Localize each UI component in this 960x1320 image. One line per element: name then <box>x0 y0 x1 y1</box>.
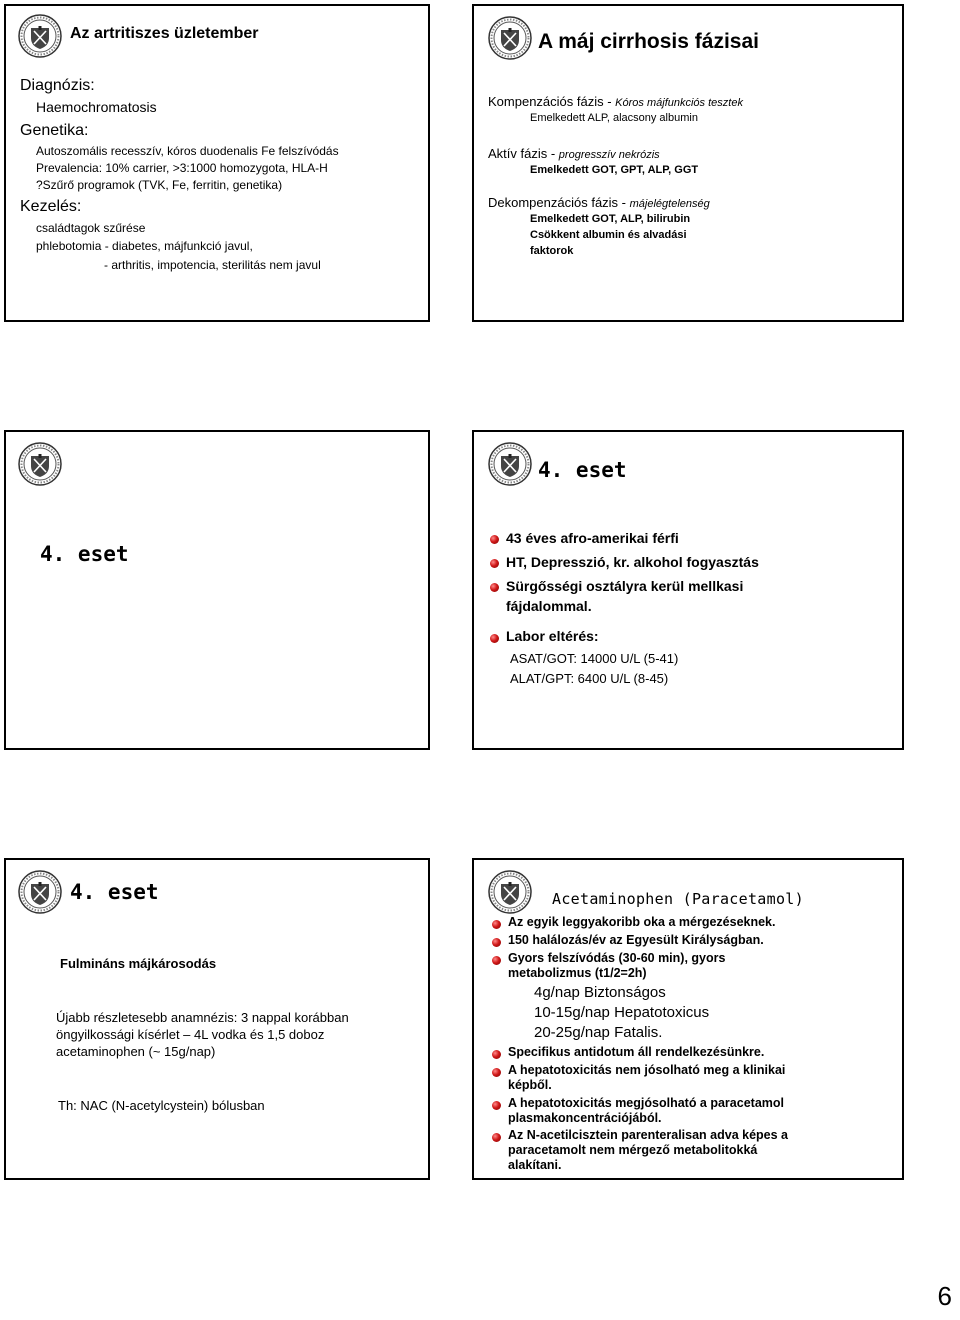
treatment-line: - arthritis, impotencia, sterilitás nem javul <box>104 258 321 272</box>
bullet-icon <box>492 1101 501 1110</box>
slide-title: A máj cirrhosis fázisai <box>538 30 759 53</box>
page-number: 6 <box>937 1281 952 1311</box>
phase-detail: Emelkedett GOT, ALP, bilirubin <box>530 213 691 225</box>
diagnosis-value: Haemochromatosis <box>36 99 157 115</box>
phase-name: Aktív fázis - <box>488 146 559 161</box>
anamnesis-line: Újabb részletesebb anamnézis: 3 nappal korábban <box>56 1010 349 1025</box>
slide-case-4-details <box>472 430 904 750</box>
slide-haemochromatosis <box>4 4 430 322</box>
anamnesis-line: acetaminophen (~ 15g/nap) <box>56 1044 216 1059</box>
acetaminophen-bullet: A hepatotoxicitás megjósolható a paracetamol <box>508 1096 784 1110</box>
university-seal-logo <box>488 16 532 60</box>
slide-title: Az artritiszes üzletember <box>70 25 259 42</box>
treatment-line: családtagok szűrése <box>36 221 146 235</box>
acetaminophen-bullet-continuation: paracetamolt nem mérgező metabolitokká <box>508 1143 758 1157</box>
bullet-icon <box>490 559 499 568</box>
acetaminophen-bullet-continuation: alakítani. <box>508 1158 562 1172</box>
bullet-icon <box>492 938 501 947</box>
dose-line: 10-15g/nap Hepatotoxicus <box>534 1004 710 1021</box>
slide-title: Acetaminophen (Paracetamol) <box>552 890 804 908</box>
treatment-label: Kezelés: <box>20 198 82 215</box>
acetaminophen-bullet-continuation: képből. <box>508 1078 552 1092</box>
genetics-label: Genetika: <box>20 122 89 139</box>
university-seal-logo <box>18 14 62 58</box>
phase-detail: Csökkent albumin és alvadási <box>530 229 687 241</box>
case-bullet: 43 éves afro-amerikai férfi <box>506 530 679 546</box>
genetics-line: Prevalencia: 10% carrier, >3:1000 homozygota, HLA-H <box>36 161 328 175</box>
bullet-icon <box>492 1050 501 1059</box>
treatment-line: phlebotomia - diabetes, májfunkció javul, <box>36 239 253 253</box>
phase-detail: faktorok <box>530 245 574 257</box>
university-seal-logo <box>18 442 62 486</box>
dose-line: 20-25g/nap Fatalis. <box>534 1024 663 1041</box>
case-bullet: HT, Depresszió, kr. alkohol fogyasztás <box>506 554 759 570</box>
acetaminophen-bullet: Specifikus antidotum áll rendelkezésünkre. <box>508 1045 765 1059</box>
acetaminophen-bullet: A hepatotoxicitás nem jósolható meg a klinikai <box>508 1063 786 1077</box>
case-bullet-continuation: fájdalommal. <box>506 598 592 614</box>
acetaminophen-bullet: Az egyik leggyakoribb oka a mérgezéseknek. <box>508 915 776 929</box>
slide-title: 4. eset <box>40 542 129 566</box>
bullet-icon <box>490 634 499 643</box>
case-bullet: Labor eltérés: <box>506 628 599 644</box>
bullet-icon <box>492 920 501 929</box>
university-seal-logo <box>488 870 532 914</box>
slide-fulminant-liver-damage <box>4 858 430 1180</box>
therapy-line: Th: NAC (N-acetylcystein) bólusban <box>58 1098 265 1113</box>
genetics-line: ?Szűrő programok (TVK, Fe, ferritin, genetika) <box>36 178 283 192</box>
acetaminophen-bullet: 150 halálozás/év az Egyesült Királyságban. <box>508 933 764 947</box>
lab-value: ALAT/GPT: 6400 U/L (8-45) <box>510 671 669 686</box>
dose-line: 4g/nap Biztonságos <box>534 984 666 1001</box>
phase-name: Dekompenzációs fázis - <box>488 195 630 210</box>
case-bullet: Sürgősségi osztályra kerül mellkasi <box>506 578 744 594</box>
bullet-icon <box>492 1068 501 1077</box>
slide-title: 4. eset <box>70 880 159 904</box>
slide-cirrhosis-phases <box>472 4 904 322</box>
phase-detail: Emelkedett GOT, GPT, ALP, GGT <box>530 164 699 176</box>
phase-detail: Emelkedett ALP, alacsony albumin <box>530 112 698 124</box>
bullet-icon <box>490 583 499 592</box>
phase-name: Kompenzációs fázis - <box>488 94 616 109</box>
acetaminophen-bullet-continuation: metabolizmus (t1/2=2h) <box>508 966 647 980</box>
anamnesis-line: öngyilkossági kísérlet – 4L vodka és 1,5 doboz <box>56 1027 325 1042</box>
lab-value: ASAT/GOT: 14000 U/L (5-41) <box>510 651 679 666</box>
slide-case-4-title <box>4 430 430 750</box>
diagnosis-label: Diagnózis: <box>20 77 95 94</box>
bullet-icon <box>492 956 501 965</box>
acetaminophen-bullet: Az N-acetilcisztein parenteralisan adva képes a <box>508 1128 788 1142</box>
bullet-icon <box>490 535 499 544</box>
phase-heading <box>488 94 743 109</box>
university-seal-logo <box>18 870 62 914</box>
acetaminophen-bullet: Gyors felszívódás (30-60 min), gyors <box>508 951 726 965</box>
university-seal-logo <box>488 442 532 486</box>
slide-title: 4. eset <box>538 458 627 482</box>
phase-heading <box>488 146 660 161</box>
acetaminophen-bullet-continuation: plasmakoncentrációjából. <box>508 1111 662 1125</box>
phase-description: Kóros májfunkciós tesztek <box>615 97 743 109</box>
slide-subtitle: Fulmináns májkárosodás <box>60 956 217 971</box>
genetics-line: Autoszomális recesszív, kóros duodenalis Fe felszívódás <box>36 144 339 158</box>
phase-description: progresszív nekrózis <box>558 149 660 161</box>
phase-description: májelégtelenség <box>629 198 710 210</box>
slide-acetaminophen <box>472 858 904 1180</box>
phase-heading <box>488 195 710 210</box>
bullet-icon <box>492 1133 501 1142</box>
